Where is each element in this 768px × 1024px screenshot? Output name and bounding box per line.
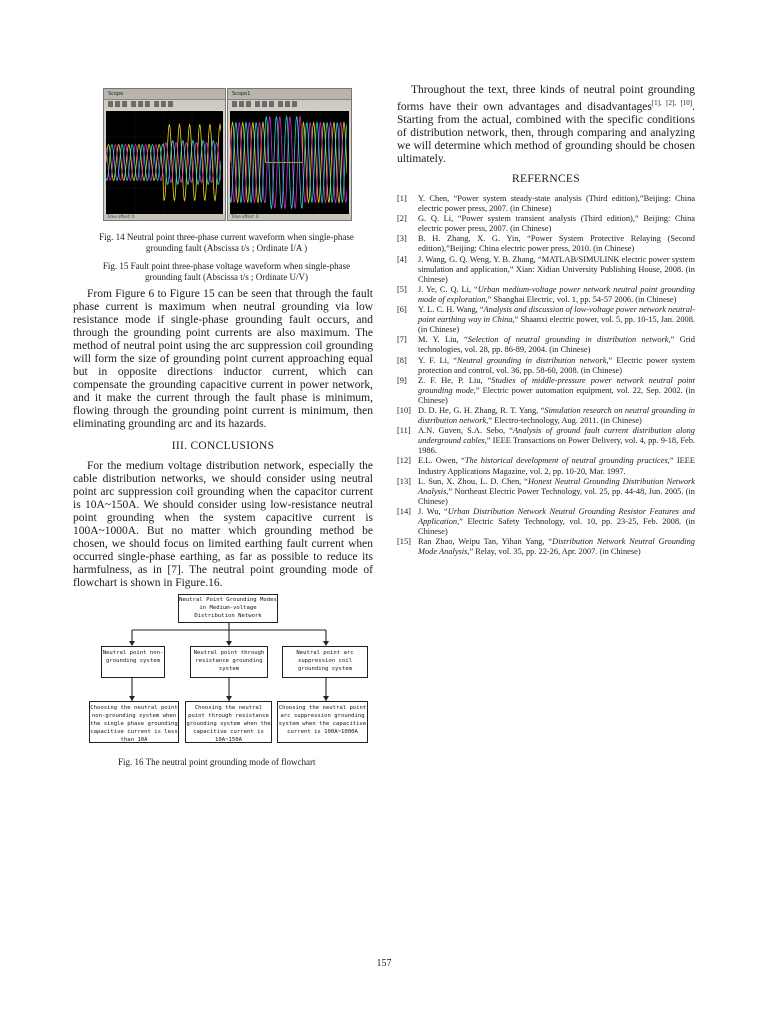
reference-item xyxy=(397,406,695,426)
reference-details: ,” Electro-technology, Aug. 2011. (in Chinese) xyxy=(486,416,642,426)
reference-details: ,” IEEE Industry Applications Magazine, vol. 2, pp. 10-20, Mar. 1997. xyxy=(418,456,696,476)
reference-item xyxy=(397,335,695,355)
reference-number: [2] xyxy=(397,214,407,224)
intro-citations: [1], [2], [10] xyxy=(651,99,693,107)
current-waveform-plot xyxy=(106,111,221,214)
reference-number: [12] xyxy=(397,456,411,466)
reference-number: [1] xyxy=(397,194,407,203)
reference-text xyxy=(418,477,695,507)
reference-number: [7] xyxy=(397,335,407,345)
left-paragraph-1: From Figure 6 to Figure 15 can be seen that through the fault phase current is maximum when neutral grounding via low resistance mode if single-phase grounding fault occurs, and through the grounding point currents are also maximum. The method of neutral point using the arc suppression coil grounding will form the size of grounding point current approaching equal but in opposite directions inductor current, which can compensate the grounding capacitive current in power network, and it make the current through the fault phase is minimum, flowing through the grounding point current is minimum, then eliminating grounding arc and its hazards. xyxy=(73,288,373,430)
reference-item xyxy=(397,194,695,214)
reference-authors: E.L. Owen, “ xyxy=(418,456,465,466)
reference-authors: L. Sun, X. Zhou, L. D. Chen, “ xyxy=(418,476,528,486)
reference-text xyxy=(418,255,695,285)
reference-item xyxy=(397,255,695,285)
reference-item xyxy=(397,305,695,335)
reference-title: Studies of middle-pressure power network neutral point grounding mode xyxy=(418,375,695,395)
reference-title: Urban Distribution Network Neutral Grounding Resistor Features and Application xyxy=(418,506,695,526)
intro-text: Throughout the text, three kinds of neutral point grounding forms have their own advantages and disadvantages xyxy=(397,84,695,113)
voltage-waveform-plot xyxy=(230,111,347,214)
section-heading-conclusions: III. CONCLUSIONS xyxy=(171,440,275,452)
reference-text xyxy=(418,214,695,234)
reference-details: ,” Shaanxi electric power, vol. 5, pp. 10-15, Jan. 2008. (in Chinese) xyxy=(418,315,695,335)
reference-item xyxy=(397,214,695,234)
reference-authors: A.N. Guven, S.A. Sebo, “ xyxy=(418,426,514,436)
right-intro-paragraph xyxy=(397,84,695,166)
reference-title: Neutral grounding in distribution network xyxy=(456,355,607,365)
flowchart-box-resistance: Neutral point through resistance grounding system xyxy=(190,646,268,678)
fig16-caption: Fig. 16 The neutral point grounding mode of flowchart xyxy=(118,757,316,767)
page-number: 157 xyxy=(376,958,392,969)
reference-number: [9] xyxy=(397,375,407,385)
reference-authors: Ran Zhao, Weipu Tan, Yihan Yang, “ xyxy=(418,537,553,547)
scope-toolbar xyxy=(104,100,225,109)
reference-text xyxy=(418,507,695,537)
reference-text xyxy=(418,537,695,557)
intro-text-end: . Starting from the actual, combined with the specific conditions of distribution network, then, through comparing and analyzing we will determine which method of grounding should be chosen ultimately. xyxy=(397,100,695,165)
reference-authors: G. Q. Li, “Power system transient analysis (Third edition),” Beijing: China electric power press, 2007. (in Chinese) xyxy=(418,214,695,234)
reference-text xyxy=(418,376,695,406)
reference-number: [13] xyxy=(397,476,411,486)
reference-title: Analysis of ground fault current distribution along underground cables xyxy=(418,426,695,446)
reference-authors: Y. L. C. H. Wang, “ xyxy=(418,305,484,315)
scope-window-right xyxy=(227,88,352,221)
reference-authors: Y. F. Li, “ xyxy=(418,355,457,365)
reference-text xyxy=(418,356,695,376)
flowchart-top-box: Neutral Point Grounding Modes in Medium-voltage Distribution Network xyxy=(178,594,278,623)
reference-details: ,” Shanghai Electric, vol. 1, pp. 54-57 2006. (in Chinese) xyxy=(485,294,677,304)
reference-authors: M. Y. Liu, “ xyxy=(418,335,468,345)
reference-item xyxy=(397,507,695,537)
fig15-caption: Fig. 15 Fault point three-phase voltage waveform when single-phase grounding fault (Abscissa t/s ; Ordinate U/V) xyxy=(102,261,351,282)
reference-title: Analysis and discussion of low-voltage power network neutral-point earthing way in China xyxy=(418,305,695,325)
reference-text xyxy=(418,335,695,355)
reference-title: The historical development of neutral grounding practices xyxy=(464,456,668,466)
reference-authors: Y. Chen, “Power system steady-state analysis (Third edition),”Beijing: China electric power press, 2007. (in Chinese) xyxy=(418,194,695,214)
scope-window-left xyxy=(103,88,226,221)
reference-list xyxy=(397,194,695,557)
reference-item xyxy=(397,376,695,406)
reference-authors: J. Wu, “ xyxy=(418,506,448,516)
reference-authors: J. Wang, G. Q. Weng, Y. B. Zhang, “MATLAB/SIMULINK electric power system simulation and application,” Xian: Xidian University Publishing House, 2008. (in Chinese) xyxy=(418,254,695,284)
scope-title-bar: Scope xyxy=(104,89,225,100)
scope-title-bar: Scope1 xyxy=(228,89,351,100)
scope-status-bar: Time offset: 0 xyxy=(104,214,225,220)
reference-title: Honest Neutral Grounding Distribution Network Analysis xyxy=(418,476,695,496)
reference-text xyxy=(418,285,695,305)
reference-authors: Z. F. He, P. Liu, “ xyxy=(418,375,492,385)
reference-details: ,” Electric Safety Technology, vol. 10, pp. 23-25, Feb. 2008. (in Chinese) xyxy=(418,517,695,537)
reference-number: [4] xyxy=(397,254,407,264)
reference-item xyxy=(397,456,695,476)
flowchart-box-choose-arc: Choosing the neutral point arc suppression grounding system when the capacitive current is 100A~1000A xyxy=(277,701,368,743)
reference-details: ,” Relay, vol. 35, pp. 22-26, Apr. 2007. (in Chinese) xyxy=(467,547,641,557)
reference-item xyxy=(397,356,695,376)
reference-item xyxy=(397,426,695,456)
scope-status-bar: Time offset: 0 xyxy=(228,214,351,220)
reference-text xyxy=(418,305,695,335)
reference-authors: B. H. Zhang, X. G. Yin, “Power System Protective Relaying (Second edition),”Beijing: China electric power press, 2010. (in Chinese) xyxy=(418,234,695,254)
reference-item xyxy=(397,537,695,557)
reference-title: Distribution Network Neutral Grounding Mode Analysis xyxy=(418,537,695,557)
reference-number: [5] xyxy=(397,284,407,294)
scope-plot-left xyxy=(106,111,223,214)
flowchart-box-non-grounding: Neutral point non-grounding system xyxy=(101,646,165,678)
flowchart-box-choose-non-grounding: Choosing the neutral point non-grounding system when the single phase grounding capacitive current is less than 10A xyxy=(89,701,179,743)
reference-details: ,” Electric power system protection and control, vol. 36, pp. 58-60, 2008. (in Chinese) xyxy=(418,355,695,375)
reference-number: [11] xyxy=(397,426,411,436)
flowchart-box-choose-resistance: Choosing the neutral point through resistance grounding system when the capacitive current is 10A~150A xyxy=(185,701,272,743)
fig14-caption: Fig. 14 Neutral point three-phase current waveform when single-phase grounding fault (Abscissa t/s ; Ordinate I/A ) xyxy=(99,232,354,253)
reference-details: ,” Electric power automation equipment, vol. 22, Sep. 2002. (in Chinese) xyxy=(418,385,695,405)
reference-authors: D. D. He, G. H. Zhang, R. T. Yang, “ xyxy=(418,405,545,415)
reference-title: Selection of neutral grounding in distribution network xyxy=(467,335,669,345)
reference-number: [15] xyxy=(397,537,411,547)
reference-details: ,” Northeast Electric Power Technology, vol. 25, pp. 44-48, Jun. 2005. (in Chinese) xyxy=(418,486,695,506)
flowchart-figure xyxy=(88,590,366,746)
references-heading: REFERNCES xyxy=(512,173,580,185)
flowchart-box-arc-suppression: Neutral point arc suppression coil grounding system xyxy=(282,646,368,678)
reference-text xyxy=(418,406,695,426)
reference-number: [10] xyxy=(397,405,411,415)
reference-text xyxy=(418,456,695,476)
reference-item xyxy=(397,285,695,305)
left-paragraph-2: For the medium voltage distribution network, especially the cable distribution networks, we should consider using neutral point arc suppression coil grounding when the capacitor current is 10A~150A. We should consider using low-resistance neutral point grounding when the system capacitive current is 100A~1000A. But no matter which grounding method be chosen, we should focus on limited earthing fault current when occurred single-phase earthing, as far as possible to reduce its harmfulness, as in [7]. The neutral point grounding mode of flowchart is shown in Figure.16. xyxy=(73,460,373,589)
reference-text xyxy=(418,426,695,456)
reference-number: [8] xyxy=(397,355,407,365)
reference-title: Simulation research on neutral grounding in distribution network xyxy=(418,405,695,426)
reference-number: [6] xyxy=(397,305,407,315)
reference-authors: J. Ye, C. Q. Li, “ xyxy=(418,284,478,294)
reference-details: ,” IEEE Transactions on Power Delivery, vol. 4, pp. 9-18, Feb. 1986. xyxy=(418,436,695,456)
reference-text xyxy=(418,234,695,254)
scope-toolbar xyxy=(228,100,351,109)
reference-details: ,” Grid technologies, vol. 28, pp. 86-89, 2004. (in Chinese) xyxy=(418,335,695,355)
reference-title: Urban medium-voltage power network neutral point grounding mode of exploration xyxy=(418,284,695,304)
reference-item xyxy=(397,477,695,507)
reference-item xyxy=(397,234,695,254)
reference-text xyxy=(418,194,695,214)
reference-number: [14] xyxy=(397,506,411,516)
reference-number: [3] xyxy=(397,234,407,244)
scope-plot-right xyxy=(230,111,349,214)
